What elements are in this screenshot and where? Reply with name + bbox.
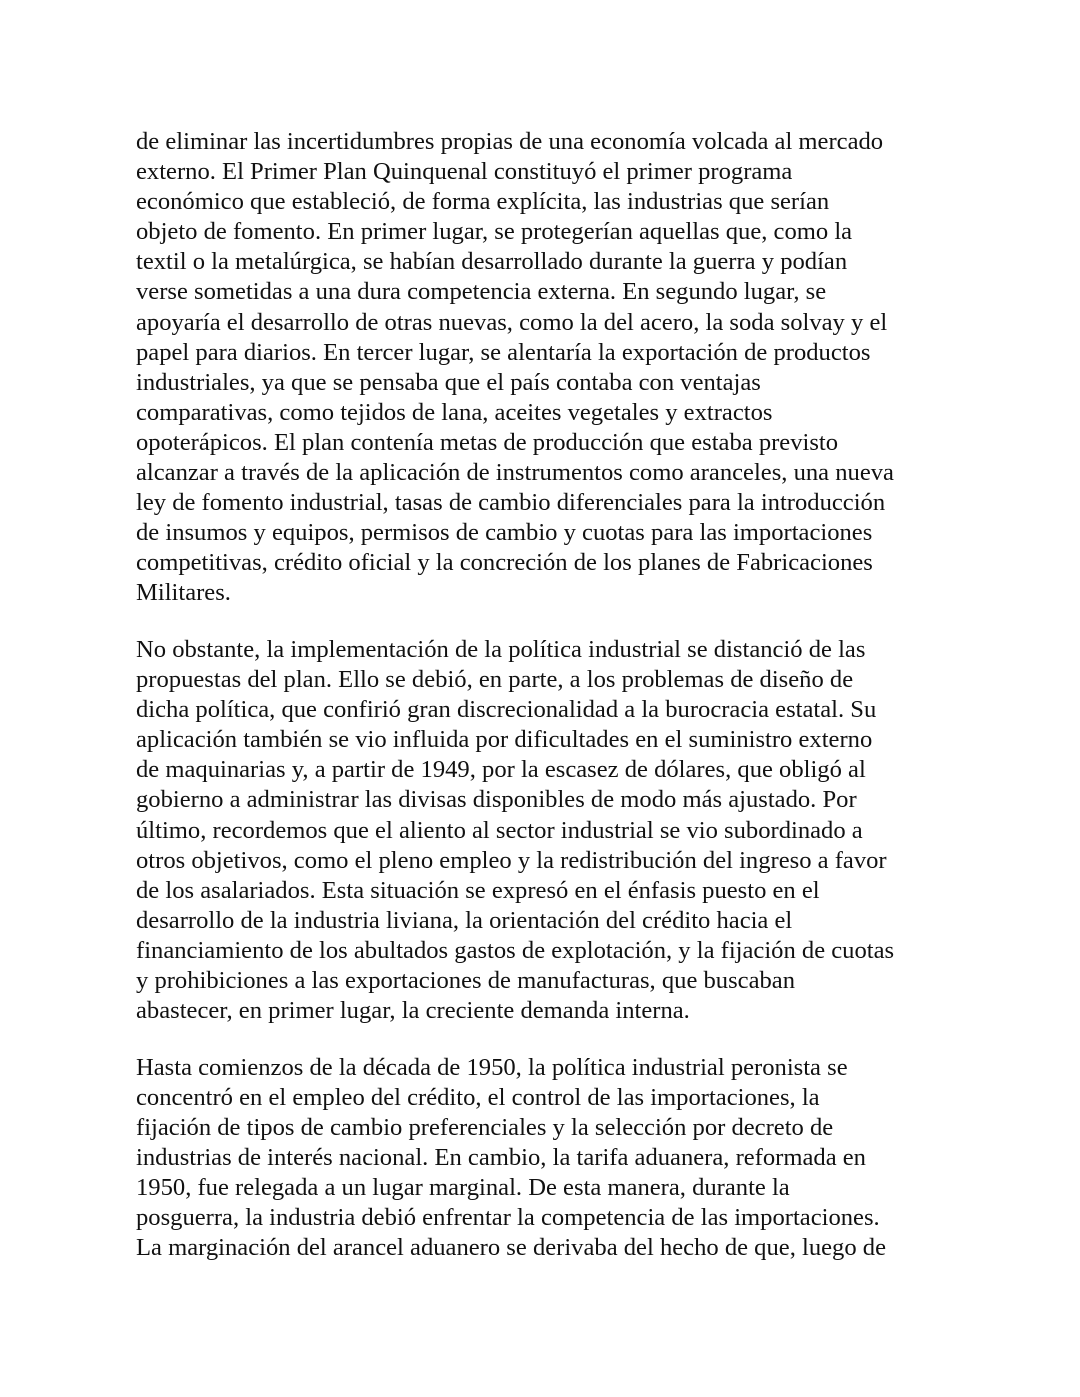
text-line: económico que estableció, de forma explícita, las industrias que serían (136, 188, 830, 216)
text-line: papel para diarios. En tercer lugar, se alentaría la exportación de productos (136, 338, 871, 366)
paragraph-spacer (136, 1026, 956, 1053)
text-line: último, recordemos que el aliento al sector industrial se vio subordinado a (136, 816, 863, 844)
text-line: comparativas, como tejidos de lana, aceites vegetales y extractos (136, 398, 773, 426)
text-line: Militares. (136, 579, 231, 607)
text-line: y prohibiciones a las exportaciones de manufacturas, que buscaban (136, 967, 796, 995)
text-line: 1950, fue relegada a un lugar marginal. De esta manera, durante la (136, 1174, 790, 1202)
document-page (136, 127, 956, 1263)
text-line: industrias de interés nacional. En cambio, la tarifa aduanera, reformada en (136, 1144, 866, 1171)
text-line: de maquinarias y, a partir de 1949, por la escasez de dólares, que obligó al (136, 756, 866, 784)
text-line: abastecer, en primer lugar, la creciente demanda interna. (136, 997, 690, 1025)
paragraph-1 (136, 127, 956, 609)
text-line: dicha política, que confirió gran discrecionalidad a la burocracia estatal. Su (136, 696, 877, 724)
text-line: de insumos y equipos, permisos de cambio y cuotas para las importaciones (136, 519, 873, 547)
text-line: de los asalariados. Esta situación se expresó en el énfasis puesto en el (136, 876, 820, 904)
text-line: externo. El Primer Plan Quinquenal constituyó el primer programa (136, 158, 793, 186)
text-line: opoterápicos. El plan contenía metas de producción que estaba previsto (136, 428, 839, 456)
text-line: concentró en el empleo del crédito, el control de las importaciones, la (136, 1083, 820, 1111)
text-line: textil o la metalúrgica, se habían desarrollado durante la guerra y podían (136, 248, 848, 276)
text-line: financiamiento de los abultados gastos de explotación, y la fijación de cuotas (136, 936, 895, 964)
text-line: posguerra, la industria debió enfrentar la competencia de las importaciones. (136, 1204, 880, 1232)
text-line: objeto de fomento. En primer lugar, se protegerían aquellas que, como la (136, 218, 853, 246)
text-line: aplicación también se vio influida por dificultades en el suministro externo (136, 726, 873, 754)
paragraph-2 (136, 635, 956, 1026)
text-line: industriales, ya que se pensaba que el país contaba con ventajas (136, 368, 761, 396)
paragraph-3 (136, 1053, 956, 1264)
text-line: otros objetivos, como el pleno empleo y la redistribución del ingreso a favor (136, 846, 887, 874)
text-line: alcanzar a través de la aplicación de instrumentos como aranceles, una nueva (136, 459, 894, 487)
text-line: fijación de tipos de cambio preferenciales y la selección por decreto de (136, 1113, 834, 1141)
text-line: ley de fomento industrial, tasas de cambio diferenciales para la introducción (136, 489, 886, 517)
text-line: propuestas del plan. Ello se debió, en parte, a los problemas de diseño de (136, 666, 854, 694)
text-line: La marginación del arancel aduanero se derivaba del hecho de que, luego de (136, 1234, 886, 1262)
text-line: gobierno a administrar las divisas disponibles de modo más ajustado. Por (136, 786, 857, 814)
text-line: apoyaría el desarrollo de otras nuevas, como la del acero, la soda solvay y el (136, 308, 888, 336)
text-line: No obstante, la implementación de la política industrial se distanció de las (136, 636, 866, 663)
text-line: desarrollo de la industria liviana, la orientación del crédito hacia el (136, 906, 793, 934)
text-line: de eliminar las incertidumbres propias de una economía volcada al mercado (136, 128, 884, 155)
text-line: Hasta comienzos de la década de 1950, la política industrial peronista se (136, 1053, 848, 1081)
text-line: competitivas, crédito oficial y la concreción de los planes de Fabricaciones (136, 549, 873, 577)
text-line: verse sometidas a una dura competencia externa. En segundo lugar, se (136, 278, 827, 306)
paragraph-spacer (136, 609, 956, 636)
